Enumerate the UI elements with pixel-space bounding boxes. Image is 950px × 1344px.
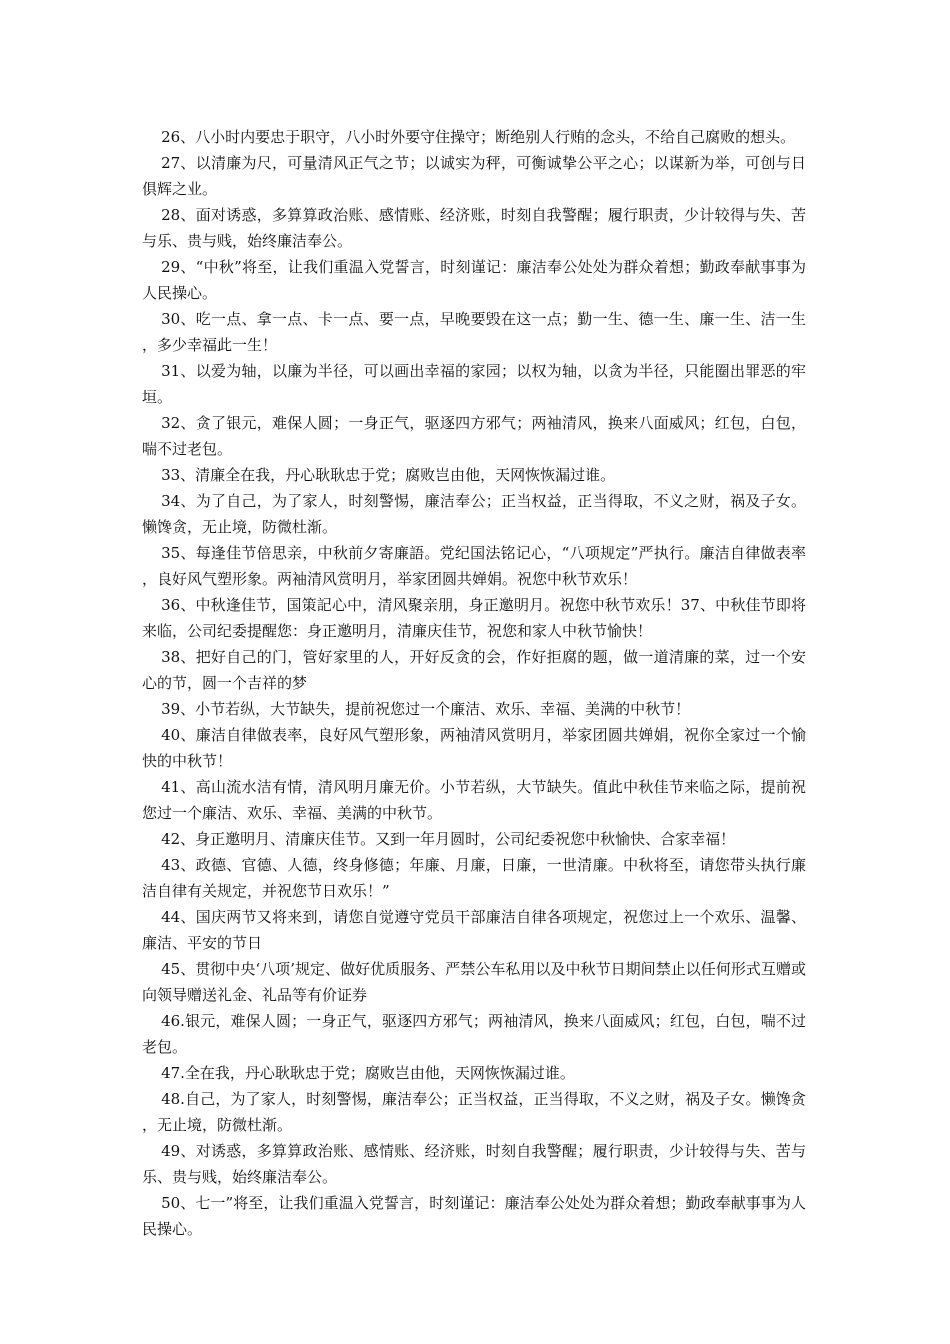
paragraph-29: 29、“中秋”将至，让我们重温入党誓言，时刻谨记：廉洁奉公处处为群众着想；勤政奉献事事为人民操心。	[142, 258, 806, 302]
paragraph-40: 40、廉洁自律做表率，良好风气塑形象，两袖清风赏明月，举家团圆共婵娟，祝你全家过一个愉快的中秋节！	[142, 726, 806, 770]
paragraph-27: 27、以清廉为尺，可量清风正气之节；以诚实为秤，可衡诚挚公平之心；以谋新为举，可创与日俱辉之业。	[142, 154, 806, 198]
paragraph-32: 32、贪了银元，难保人圆；一身正气，驱逐四方邪气；两袖清风，换来八面威风；红包，白包，喘不过老包。	[142, 414, 806, 458]
paragraph-28: 28、面对诱惑，多算算政治账、感情账、经济账，时刻自我警醒；履行职责，少计较得与失、苦与乐、贵与贱，始终廉洁奉公。	[142, 206, 806, 250]
paragraph-35: 35、每逢佳节倍思亲，中秋前夕寄廉語。党纪国法铭记心，“八项规定”严执行。廉洁自律做表率，良好风气塑形象。两袖清风赏明月，举家团圆共婵娟。祝您中秋节欢乐！	[142, 544, 806, 588]
paragraph-47: 47.全在我，丹心耿耿忠于党；腐败岂由他，天网恢恢漏过谁。	[161, 1064, 575, 1082]
paragraph-49: 49、对诱惑，多算算政治账、感情账、经济账，时刻自我警醒；履行职责，少计较得与失、苦与乐、贵与贱，始终廉洁奉公。	[142, 1142, 806, 1186]
paragraph-39: 39、小节若纵，大节缺失，提前祝您过一个廉洁、欢乐、幸福、美满的中秋节！	[161, 700, 691, 718]
paragraph-46: 46.银元，难保人圆；一身正气，驱逐四方邪气；两袖清风，换来八面威风；红包，白包，喘不过老包。	[142, 1012, 806, 1056]
paragraph-38: 38、把好自己的门，管好家里的人，开好反贪的会，作好拒腐的题，做一道清廉的菜，过一个安心的节，圆一个吉祥的梦	[142, 648, 806, 692]
paragraph-36: 36、中秋逢佳节，国策記心中，清风聚亲朋，身正邀明月。祝您中秋节欢乐！37、中秋佳节即将来临，公司纪委提醒您：身正邀明月，清廉庆佳节，祝您和家人中秋节愉快！	[142, 596, 806, 640]
paragraph-41: 41、高山流水洁有情，清风明月廉无价。小节若纵，大节缺失。值此中秋佳节来临之际，提前祝您过一个廉洁、欢乐、幸福、美满的中秋节。	[142, 778, 806, 822]
paragraph-44: 44、国庆两节又将来到，请您自觉遵守党员干部廉洁自律各项规定，祝您过上一个欢乐、温馨、廉洁、平安的节日	[142, 908, 806, 952]
paragraph-33: 33、清廉全在我，丹心耿耿忠于党；腐败岂由他，天网恢恢漏过谁。	[161, 466, 616, 484]
paragraph-26: 26、八小时内要忠于职守，八小时外要守住操守；断绝别人行贿的念头，不给自己腐败的想头。	[161, 128, 796, 146]
paragraph-48: 48.自己，为了家人，时刻警惕，廉洁奉公；正当权益，正当得取，不义之财，祸及子女。懒馋贪，无止境，防微杜渐。	[142, 1090, 806, 1134]
paragraph-50: 50、七一”将至，让我们重温入党誓言，时刻谨记：廉洁奉公处处为群众着想；勤政奉献事事为人民操心。	[142, 1194, 806, 1238]
document-body	[142, 124, 806, 1242]
paragraph-31: 31、以爱为轴，以廉为半径，可以画出幸福的家园；以权为轴，以贪为半径，只能圈出罪恶的牢垣。	[142, 362, 806, 406]
paragraph-43: 43、政德、官德、人德，终身修德；年廉、月廉，日廉，一世清廉。中秋将至，请您带头执行廉洁自律有关规定，并祝您节日欢乐！”	[142, 856, 806, 900]
paragraph-34: 34、为了自己，为了家人，时刻警惕，廉洁奉公；正当权益，正当得取，不义之财，祸及子女。懒馋贪，无止境，防微杜渐。	[142, 492, 806, 536]
paragraph-45: 45、贯彻中央‘八项’规定、做好优质服务、严禁公车私用以及中秋节日期间禁止以任何形式互赠或向领导赠送礼金、礼品等有价证券	[142, 960, 806, 1004]
paragraph-30: 30、吃一点、拿一点、卡一点、要一点，早晚要毁在这一点；勤一生、德一生、廉一生、洁一生，多少幸福此一生！	[142, 310, 806, 354]
paragraph-42: 42、身正邀明月、清廉庆佳节。又到一年月圆时，公司纪委祝您中秋愉快、合家幸福！	[161, 830, 736, 848]
